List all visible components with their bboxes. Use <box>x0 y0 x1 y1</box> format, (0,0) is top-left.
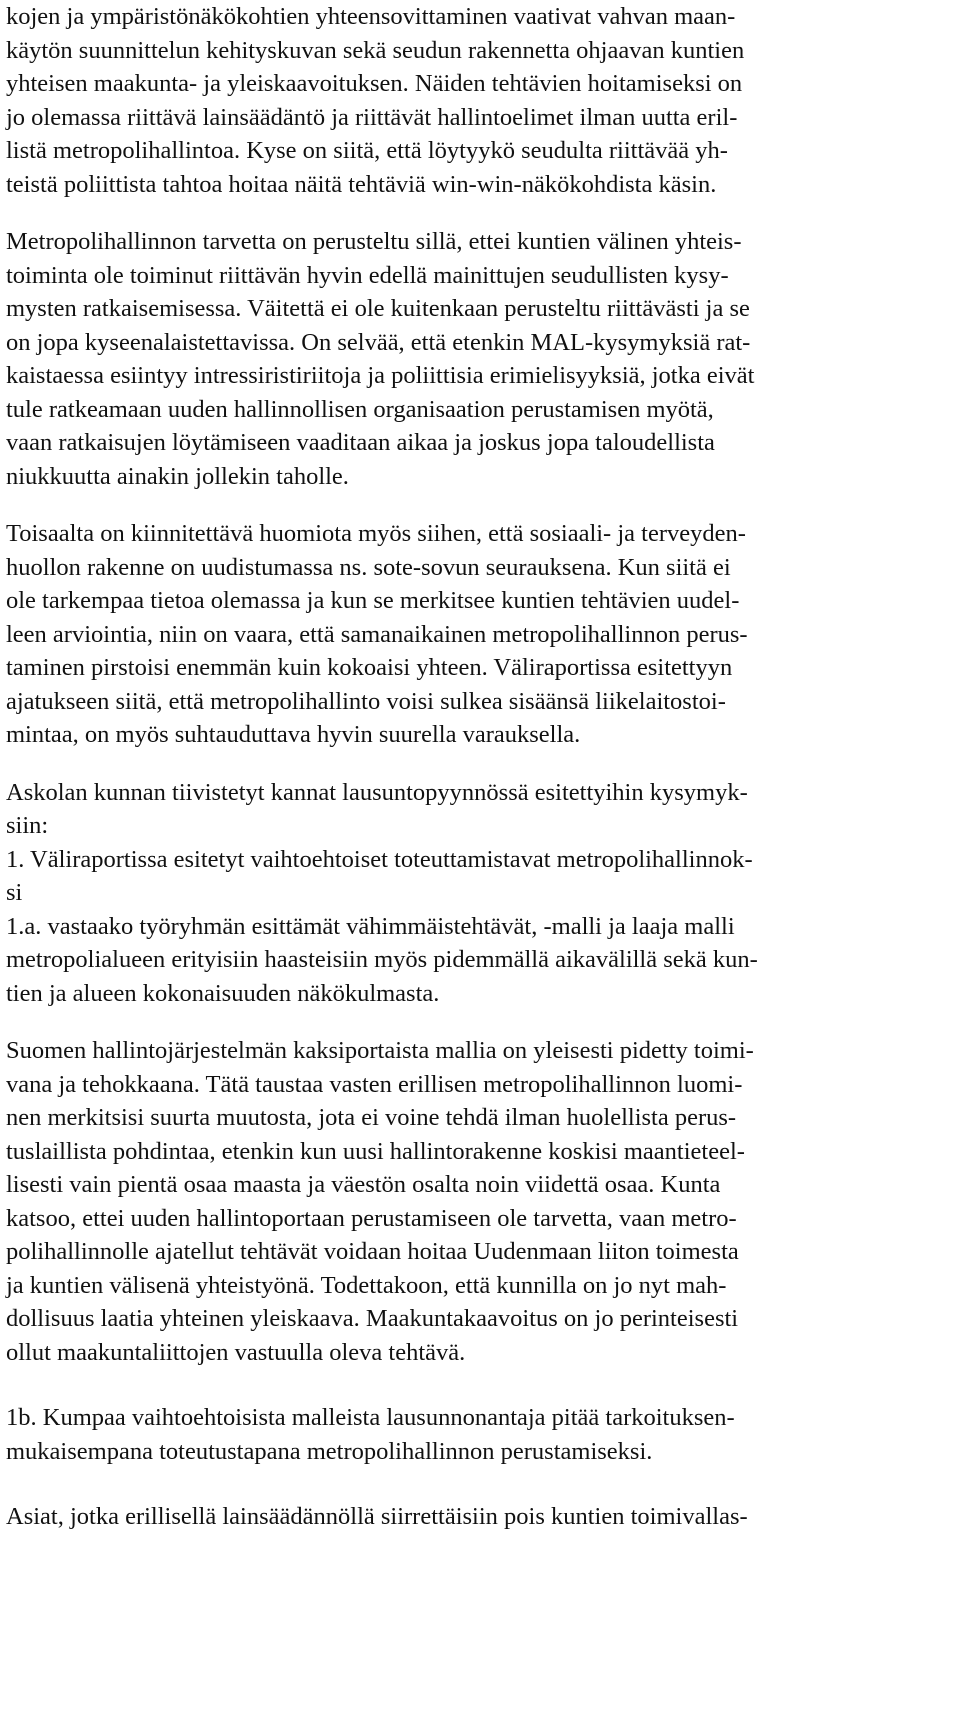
text-line: Metropolihallinnon tarvetta on perusteltu sillä, ettei kuntien välinen yhteis- <box>6 228 742 255</box>
text-line: yhteisen maakunta- ja yleiskaavoituksen. Näiden tehtävien hoitamiseksi on <box>6 70 743 97</box>
document-page <box>6 0 956 1534</box>
text-line: si <box>6 879 23 906</box>
text-line: Suomen hallintojärjestelmän kaksiportaista mallia on yleisesti pidetty toimi- <box>6 1037 754 1064</box>
text-line: Asiat, jotka erillisellä lainsäädännöllä siirrettäisiin pois kuntien toimivallas- <box>6 1503 748 1530</box>
text-line: tuslaillista pohdintaa, etenkin kun uusi hallintorakenne koskisi maantieteel- <box>6 1137 745 1165</box>
text-line: käytön suunnittelun kehityskuvan sekä seudun rakennetta ohjaavan kuntien <box>6 36 745 64</box>
text-line: kaistaessa esiintyy intressiristiriitoja ja poliittisia erimielisyyksiä, jotka eivät <box>6 362 755 389</box>
text-line: huollon rakenne on uudistumassa ns. sote-sovun seurauksena. Kun siitä ei <box>6 553 731 581</box>
paragraph-1 <box>6 0 956 201</box>
text-line: teistä poliittista tahtoa hoitaa näitä tehtäviä win-win-näkökohdista käsin. <box>6 170 717 198</box>
text-line: leen arviointia, niin on vaara, että samanaikainen metropolihallinnon perus- <box>6 620 748 648</box>
text-line: ajatukseen siitä, että metropolihallinto voisi sulkea sisäänsä liikelaitostoi- <box>6 687 726 715</box>
text-line: mysten ratkaisemisessa. Väitettä ei ole kuitenkaan perusteltu riittävästi ja se <box>6 295 750 322</box>
paragraph-gap <box>6 1468 956 1500</box>
text-line: listä metropolihallintoa. Kyse on siitä, että löytyykö seudulta riittävää yh- <box>6 137 728 164</box>
paragraph-gap <box>6 1369 956 1401</box>
text-line: 1.a. vastaako työryhmän esittämät vähimmäistehtävät, -malli ja laaja malli <box>6 912 735 940</box>
paragraph-gap <box>6 201 956 225</box>
text-line: polihallinnolle ajatellut tehtävät voidaan hoitaa Uudenmaan liiton toimesta <box>6 1238 739 1265</box>
paragraph-gap <box>6 752 956 776</box>
text-line: tien ja alueen kokonaisuuden näkökulmasta. <box>6 979 440 1007</box>
paragraph-2 <box>6 225 956 493</box>
text-line: taminen pirstoisi enemmän kuin kokoaisi yhteen. Väliraportissa esitettyyn <box>6 654 733 681</box>
paragraph-5 <box>6 1034 956 1369</box>
paragraph-gap <box>6 493 956 517</box>
text-line: vaan ratkaisujen löytämiseen vaaditaan aikaa ja joskus jopa taloudellista <box>6 429 715 456</box>
paragraph-4 <box>6 776 956 1011</box>
text-line: metropolialueen erityisiin haasteisiin myös pidemmällä aikavälillä sekä kun- <box>6 946 758 973</box>
text-line: ollut maakuntaliittojen vastuulla oleva tehtävä. <box>6 1338 466 1366</box>
text-line: jo olemassa riittävä lainsäädäntö ja riittävät hallintoelimet ilman uutta eril- <box>6 103 738 131</box>
paragraph-6 <box>6 1401 956 1468</box>
text-line: tule ratkeamaan uuden hallinnollisen organisaation perustamisen myötä, <box>6 395 714 423</box>
text-line: ole tarkempaa tietoa olemassa ja kun se merkitsee kuntien tehtävien uudel- <box>6 587 740 614</box>
text-line: nen merkitsisi suurta muutosta, jota ei voine tehdä ilman huolellista perus- <box>6 1104 737 1131</box>
text-line: dollisuus laatia yhteinen yleiskaava. Maakuntakaavoitus on jo perinteisesti <box>6 1305 739 1332</box>
paragraph-7 <box>6 1500 956 1534</box>
text-line: Toisaalta on kiinnitettävä huomiota myös siihen, että sosiaali- ja terveyden- <box>6 520 746 547</box>
text-line: 1b. Kumpaa vaihtoehtoisista malleista lausunnonantaja pitää tarkoituksen- <box>6 1404 735 1431</box>
text-line: kojen ja ympäristönäkökohtien yhteensovittaminen vaativat vahvan maan- <box>6 3 736 30</box>
text-line: katsoo, ettei uuden hallintoportaan perustamiseen ole tarvetta, vaan metro- <box>6 1204 737 1232</box>
text-line: ja kuntien välisenä yhteistyönä. Todettakoon, että kunnilla on jo nyt mah- <box>6 1271 727 1299</box>
text-line: mintaa, on myös suhtauduttava hyvin suurella varauksella. <box>6 721 581 748</box>
text-line: Askolan kunnan tiivistetyt kannat lausuntopyynnössä esitettyihin kysymyk- <box>6 778 748 806</box>
text-line: mukaisempana toteutustapana metropolihallinnon perustamiseksi. <box>6 1437 653 1465</box>
text-line: on jopa kyseenalaistettavissa. On selvää, että etenkin MAL-kysymyksiä rat- <box>6 328 751 356</box>
paragraph-gap <box>6 1010 956 1034</box>
text-line: lisesti vain pientä osaa maasta ja väestön osalta noin viidettä osaa. Kunta <box>6 1171 721 1198</box>
text-line: siin: <box>6 812 49 839</box>
text-line: niukkuutta ainakin jollekin taholle. <box>6 462 349 490</box>
text-line: toiminta ole toiminut riittävän hyvin edellä mainittujen seudullisten kysy- <box>6 261 729 289</box>
paragraph-3 <box>6 517 956 752</box>
text-line: 1. Väliraportissa esitetyt vaihtoehtoiset toteuttamistavat metropolihallinnok- <box>6 845 753 873</box>
text-line: vana ja tehokkaana. Tätä taustaa vasten erillisen metropolihallinnon luomi- <box>6 1070 743 1098</box>
